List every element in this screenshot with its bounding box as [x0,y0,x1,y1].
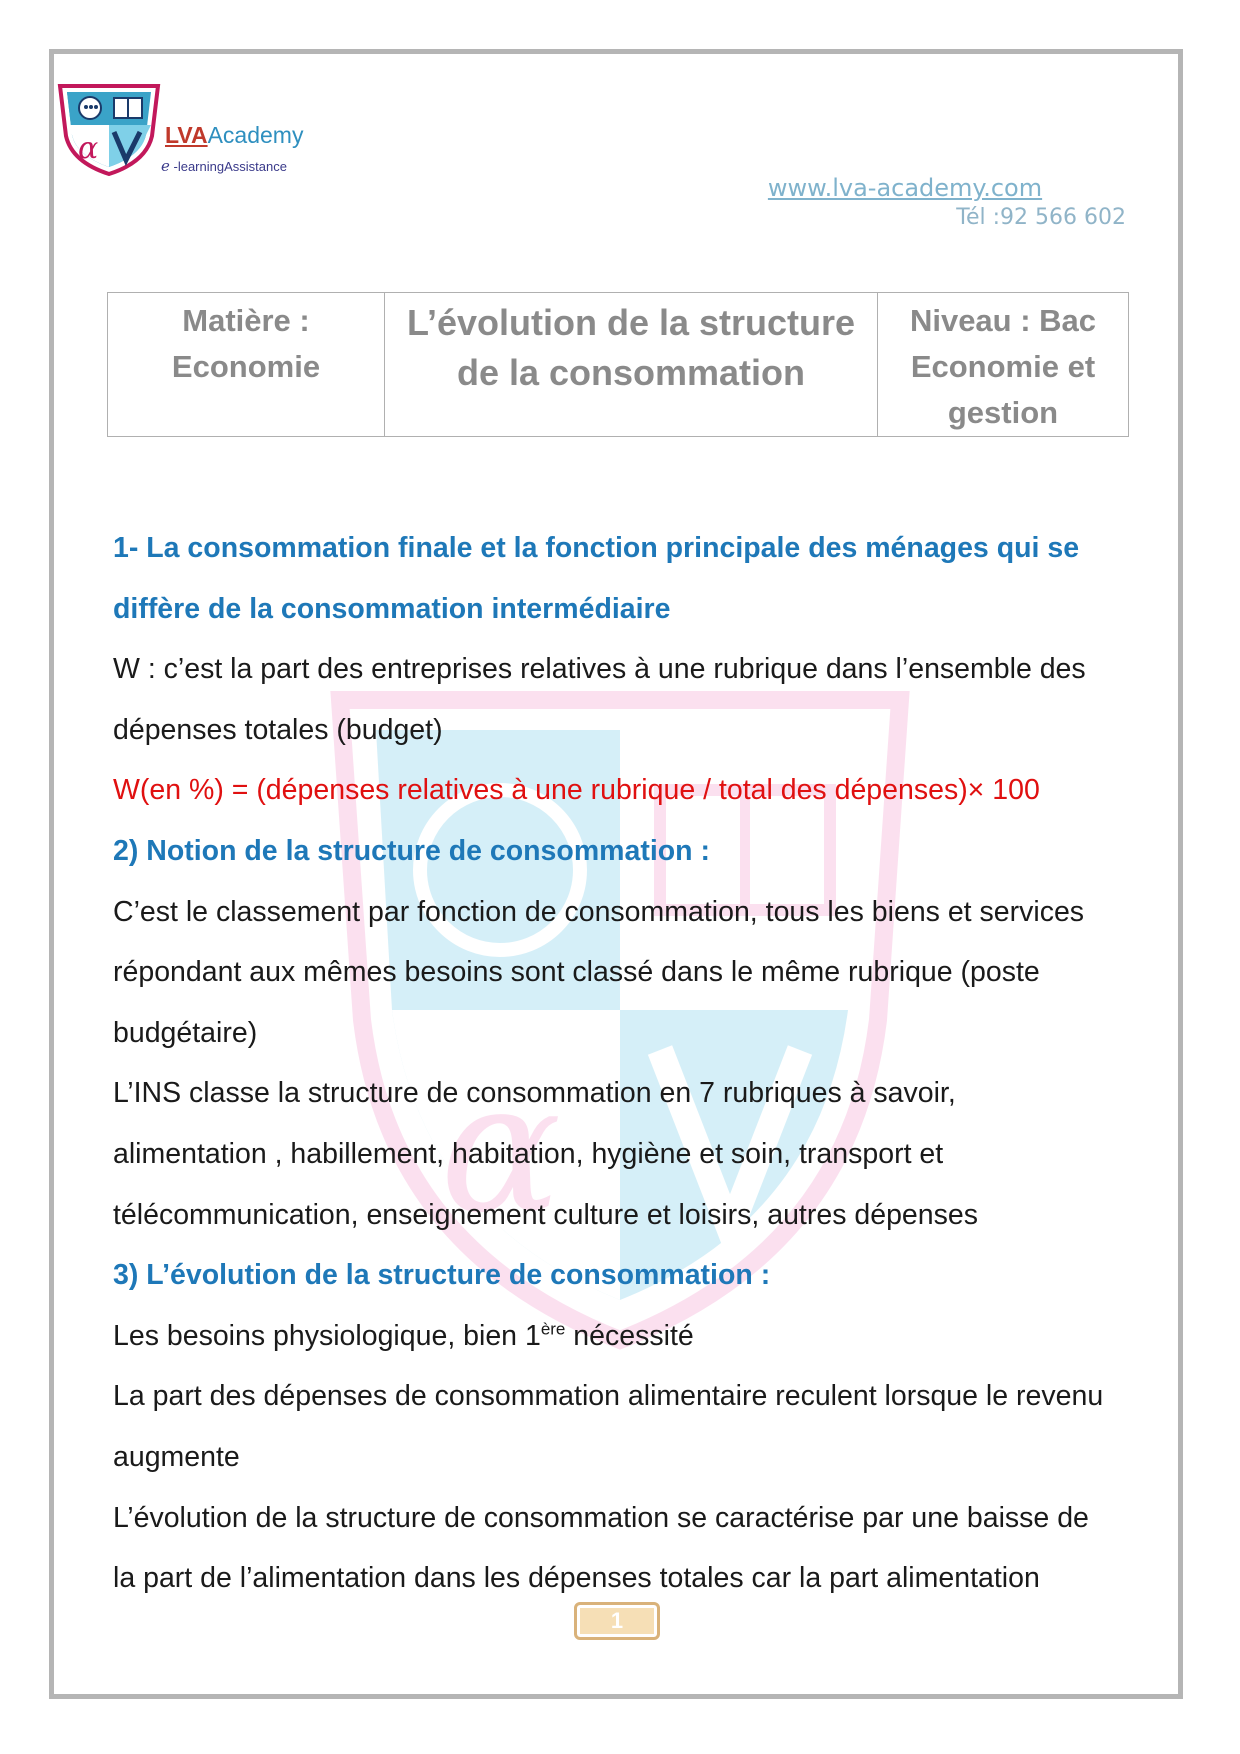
paragraph-line: dépenses totales (budget) [113,713,443,746]
logo-subtitle: e -learningAssistance [161,157,287,175]
level-line: Economie et [910,349,1096,384]
section-heading: 1- La consommation finale et la fonction principale des ménages qui se [113,532,1080,564]
document-body [113,518,1183,1609]
subject-cell [108,293,385,437]
header-table [107,292,1129,437]
paragraph-line: télécommunication, enseignement culture et loisirs, autres dépenses [113,1198,978,1231]
level-line: Niveau : Bac [909,303,1097,338]
subject-line: Matière : [182,303,310,338]
paragraph-line: répondant aux mêmes besoins sont classé dans le même rubrique (poste [113,956,1040,989]
level-cell [878,293,1129,437]
subject-line: Economie [171,349,321,384]
website-link[interactable]: www.lva-academy.com [767,174,1043,202]
paragraph-line: C’est le classement par fonction de consommation, tous les biens et services [113,895,1085,928]
paragraph-line: augmente [113,1440,240,1473]
paragraph-line: la part de l’alimentation dans les dépenses totales car la part alimentation [113,1562,1040,1595]
paragraph-line: alimentation , habillement, habitation, hygiène et soin, transport et [113,1137,944,1170]
paragraph-line: budgétaire) [113,1016,258,1049]
section-heading: 3) L’évolution de la structure de consommation : [113,1259,771,1292]
section-heading: 2) Notion de la structure de consommation : [113,834,710,867]
formula-line: W(en %) = (dépenses relatives à une rubrique / total des dépenses)× 100 [113,774,1040,807]
svg-text:α: α [78,131,99,166]
title-cell [385,293,878,437]
paragraph-line: Les besoins physiologique, bien 1ère nécessité [113,1319,694,1352]
logo-brand-text: LVAAcademy [165,122,304,148]
lva-academy-logo-icon [56,80,166,176]
paragraph-line: L’évolution de la structure de consommation se caractérise par une baisse de [113,1501,1089,1534]
svg-text:α: α [440,1044,562,1253]
level-line: gestion [947,395,1059,430]
page-title-line: L’évolution de la structure [406,302,856,343]
page-title-line: de la consommation [456,352,806,393]
telephone: Tél :92 566 602 [956,205,1126,230]
paragraph-line: La part des dépenses de consommation alimentaire reculent lorsque le revenu [113,1380,1104,1413]
paragraph-line: W : c’est la part des entreprises relatives à une rubrique dans l’ensemble des [113,653,1086,686]
page-number-badge: 1 [574,1602,660,1640]
paragraph-line: L’INS classe la structure de consommation en 7 rubriques à savoir, [113,1077,956,1110]
section-heading: diffère de la consommation intermédiaire [113,592,671,625]
